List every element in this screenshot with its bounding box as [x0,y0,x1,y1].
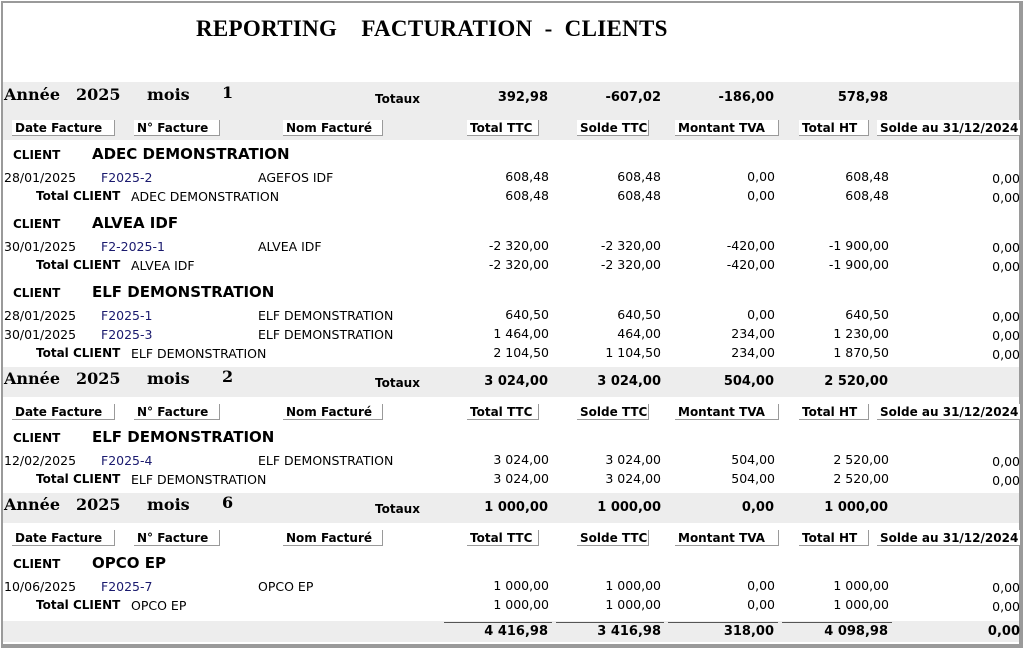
grand-total-solde: 3 416,98 [597,624,661,639]
totals-value: 578,98 [837,90,888,105]
client-label: CLIENT [13,217,61,231]
total-client-name: OPCO EP [131,598,187,613]
column-header[interactable]: Date Facture [12,530,115,546]
column-header[interactable]: Date Facture [12,120,115,136]
month-label: mois [147,369,190,388]
invoice-solde2024: 0,00 [992,309,1020,324]
totals-value: 1 000,00 [824,500,888,515]
invoice-ht: -1 900,00 [828,238,889,253]
client-label: CLIENT [13,431,61,445]
month-value: 2 [222,367,234,386]
totals-label: Totaux [375,92,420,106]
column-header[interactable]: Total TTC [467,404,539,420]
grand-total-rule [782,622,892,623]
invoice-ht: 608,48 [845,169,889,184]
client-name: ALVEA IDF [92,214,179,232]
total-client-label: Total CLIENT [36,258,121,272]
invoice-ttc: 608,48 [505,169,549,184]
invoice-ttc: 1 464,00 [493,326,549,341]
column-header[interactable]: N° Facture [134,530,220,546]
invoice-tva: -420,00 [726,238,775,253]
total-client-tva: 504,00 [731,471,775,486]
column-header[interactable]: Nom Facturé [283,530,383,546]
total-client-name: ELF DEMONSTRATION [131,346,267,361]
invoice-date: 10/06/2025 [4,579,77,594]
total-client-solde: 1 000,00 [605,597,661,612]
billed-name: ELF DEMONSTRATION [258,327,394,342]
billed-name: ELF DEMONSTRATION [258,453,394,468]
year-value: 2025 [76,85,121,104]
total-client-tva: 234,00 [731,345,775,360]
column-header[interactable]: Nom Facturé [283,120,383,136]
total-client-solde: 608,48 [617,188,661,203]
client-name: ELF DEMONSTRATION [92,428,275,446]
year-value: 2025 [76,495,121,514]
invoice-solde: 640,50 [617,307,661,322]
total-client-ttc: 2 104,50 [493,345,549,360]
invoice-solde2024: 0,00 [992,328,1020,343]
invoice-ht: 2 520,00 [833,452,889,467]
total-client-ttc: -2 320,00 [488,257,549,272]
year-label: Année [4,369,61,388]
column-header[interactable]: N° Facture [134,404,220,420]
grand-total-rule [556,622,664,623]
grand-total-ttc: 4 416,98 [484,624,548,639]
totals-label: Totaux [375,376,420,390]
report-title: REPORTING FACTURATION - CLIENTS [196,16,668,41]
client-name: ELF DEMONSTRATION [92,283,275,301]
invoice-number[interactable]: F2025-3 [101,327,153,342]
invoice-tva: 234,00 [731,326,775,341]
column-header[interactable]: Solde TTC [577,404,649,420]
total-client-solde2024: 0,00 [992,259,1020,274]
invoice-ttc: -2 320,00 [488,238,549,253]
totals-value: 3 024,00 [484,374,548,389]
invoice-solde: 1 000,00 [605,578,661,593]
client-label: CLIENT [13,557,61,571]
column-header[interactable]: Total HT [799,404,869,420]
client-label: CLIENT [13,148,61,162]
invoice-solde: 464,00 [617,326,661,341]
invoice-ttc: 1 000,00 [493,578,549,593]
column-header[interactable]: Total TTC [467,120,539,136]
total-client-ttc: 3 024,00 [493,471,549,486]
total-client-label: Total CLIENT [36,598,121,612]
invoice-date: 30/01/2025 [4,327,77,342]
total-client-ht: -1 900,00 [828,257,889,272]
total-client-label: Total CLIENT [36,472,121,486]
column-header[interactable]: N° Facture [134,120,220,136]
total-client-name: ELF DEMONSTRATION [131,472,267,487]
invoice-solde: -2 320,00 [600,238,661,253]
month-label: mois [147,85,190,104]
total-client-solde2024: 0,00 [992,347,1020,362]
invoice-ttc: 3 024,00 [493,452,549,467]
column-header[interactable]: Nom Facturé [283,404,383,420]
column-header[interactable]: Solde TTC [577,120,649,136]
totals-value: 1 000,00 [597,500,661,515]
total-client-solde2024: 0,00 [992,190,1020,205]
invoice-ht: 640,50 [845,307,889,322]
year-label: Année [4,495,61,514]
month-value: 1 [222,83,234,102]
total-client-ht: 1 000,00 [833,597,889,612]
client-label: CLIENT [13,286,61,300]
grand-total-solde2024: 0,00 [987,624,1020,639]
totals-value: -186,00 [718,90,774,105]
total-client-tva: 0,00 [747,188,775,203]
total-client-solde: 3 024,00 [605,471,661,486]
invoice-ht: 1 230,00 [833,326,889,341]
total-client-label: Total CLIENT [36,346,121,360]
column-header[interactable]: Total TTC [467,530,539,546]
invoice-number[interactable]: F2025-7 [101,579,153,594]
total-client-name: ADEC DEMONSTRATION [131,189,280,204]
grand-total-tva: 318,00 [723,624,774,639]
invoice-number[interactable]: F2025-4 [101,453,153,468]
invoice-date: 28/01/2025 [4,170,77,185]
total-client-tva: 0,00 [747,597,775,612]
total-client-solde: 1 104,50 [605,345,661,360]
column-header[interactable]: Date Facture [12,404,115,420]
invoice-number[interactable]: F2-2025-1 [101,239,165,254]
total-client-ht: 608,48 [845,188,889,203]
month-label: mois [147,495,190,514]
column-header[interactable]: Solde au 31/12/2024 [877,530,1021,546]
invoice-solde2024: 0,00 [992,171,1020,186]
invoice-date: 12/02/2025 [4,453,77,468]
totals-value: 504,00 [723,374,774,389]
invoice-solde2024: 0,00 [992,580,1020,595]
invoice-ht: 1 000,00 [833,578,889,593]
grand-total-rule [444,622,552,623]
year-value: 2025 [76,369,121,388]
invoice-date: 30/01/2025 [4,239,77,254]
totals-value: 1 000,00 [484,500,548,515]
invoice-tva: 0,00 [747,307,775,322]
column-header[interactable]: Montant TVA [675,530,779,546]
billed-name: ALVEA IDF [258,239,322,254]
totals-value: 2 520,00 [824,374,888,389]
column-header[interactable]: Solde au 31/12/2024 [877,404,1021,420]
totals-value: 3 024,00 [597,374,661,389]
column-header[interactable]: Solde au 31/12/2024 [877,120,1021,136]
total-client-tva: -420,00 [726,257,775,272]
column-header[interactable]: Montant TVA [675,404,779,420]
invoice-tva: 504,00 [731,452,775,467]
total-client-ttc: 608,48 [505,188,549,203]
column-header[interactable]: Total HT [799,530,869,546]
column-header[interactable]: Solde TTC [577,530,649,546]
total-client-solde2024: 0,00 [992,473,1020,488]
invoice-ttc: 640,50 [505,307,549,322]
invoice-solde: 608,48 [617,169,661,184]
invoice-solde: 3 024,00 [605,452,661,467]
year-label: Année [4,85,61,104]
total-client-name: ALVEA IDF [131,258,195,273]
total-client-solde2024: 0,00 [992,599,1020,614]
totals-value: -607,02 [605,90,661,105]
invoice-solde2024: 0,00 [992,454,1020,469]
invoice-solde2024: 0,00 [992,240,1020,255]
invoice-date: 28/01/2025 [4,308,77,323]
total-client-solde: -2 320,00 [600,257,661,272]
billed-name: AGEFOS IDF [258,170,334,185]
invoice-tva: 0,00 [747,169,775,184]
totals-value: 392,98 [497,90,548,105]
totals-label: Totaux [375,502,420,516]
total-client-ht: 1 870,50 [833,345,889,360]
invoice-tva: 0,00 [747,578,775,593]
month-value: 6 [222,493,234,512]
total-client-label: Total CLIENT [36,189,121,203]
invoice-number[interactable]: F2025-2 [101,170,153,185]
total-client-ht: 2 520,00 [833,471,889,486]
billed-name: ELF DEMONSTRATION [258,308,394,323]
client-name: OPCO EP [92,554,166,572]
totals-value: 0,00 [741,500,774,515]
total-client-ttc: 1 000,00 [493,597,549,612]
grand-total-rule [668,622,778,623]
client-name: ADEC DEMONSTRATION [92,145,290,163]
grand-total-ht: 4 098,98 [824,624,888,639]
invoice-number[interactable]: F2025-1 [101,308,153,323]
column-header[interactable]: Total HT [799,120,869,136]
column-header[interactable]: Montant TVA [675,120,779,136]
billed-name: OPCO EP [258,579,314,594]
